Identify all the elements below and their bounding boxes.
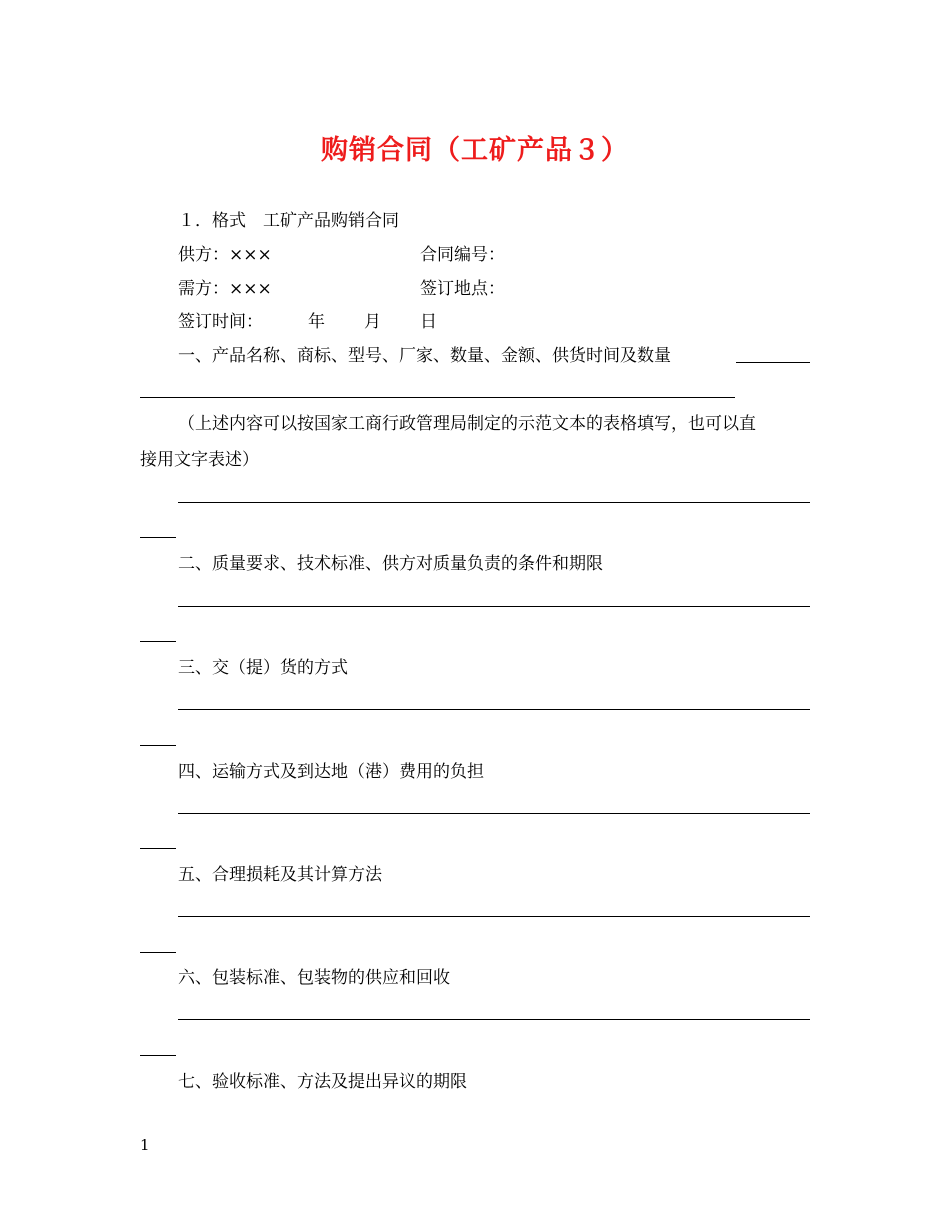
contract-number-label: 合同编号： [420,245,505,265]
section-1-heading: 一、产品名称、商标、型号、厂家、数量、金额、供货时间及数量 [178,346,671,366]
fill-in-line [140,641,176,642]
fill-in-line [178,502,810,503]
signing-place-label: 签订地点： [420,279,505,299]
buyer-label: 需方：××× [178,279,272,299]
fill-in-line [140,537,176,538]
section-6-heading: 六、包装标准、包装物的供应和回收 [178,968,450,988]
fill-in-line [178,813,810,814]
section-3-heading: 三、交（提）货的方式 [178,658,348,678]
section-5-heading: 五、合理损耗及其计算方法 [178,865,382,885]
fill-in-line [178,709,810,710]
fill-in-line [178,916,810,917]
fill-in-line [178,1019,810,1020]
section-2-heading: 二、质量要求、技术标准、供方对质量负责的条件和期限 [178,554,603,574]
fill-in-line [140,952,176,953]
day-label: 日 [420,312,437,332]
month-label: 月 [364,312,381,332]
fill-in-line [140,745,176,746]
fill-in-line [736,362,810,363]
format-line: １．格式 工矿产品购销合同 [178,211,399,231]
year-label: 年 [308,312,325,332]
section-4-heading: 四、运输方式及到达地（港）费用的负担 [178,762,484,782]
section-1-note-continued: 接用文字表述） [140,450,259,470]
fill-in-line [140,1055,176,1056]
page-number: 1 [140,1136,150,1154]
supplier-label: 供方：××× [178,245,272,265]
fill-in-line [178,606,810,607]
document-title: 购销合同（工矿产品３） [321,135,629,166]
fill-in-line [140,848,176,849]
section-1-note: （上述内容可以按国家工商行政管理局制定的示范文本的表格填写，也可以直 [178,414,756,434]
signing-time-label: 签订时间： [178,312,263,332]
fill-in-line [140,397,735,398]
section-7-heading: 七、验收标准、方法及提出异议的期限 [178,1072,467,1092]
